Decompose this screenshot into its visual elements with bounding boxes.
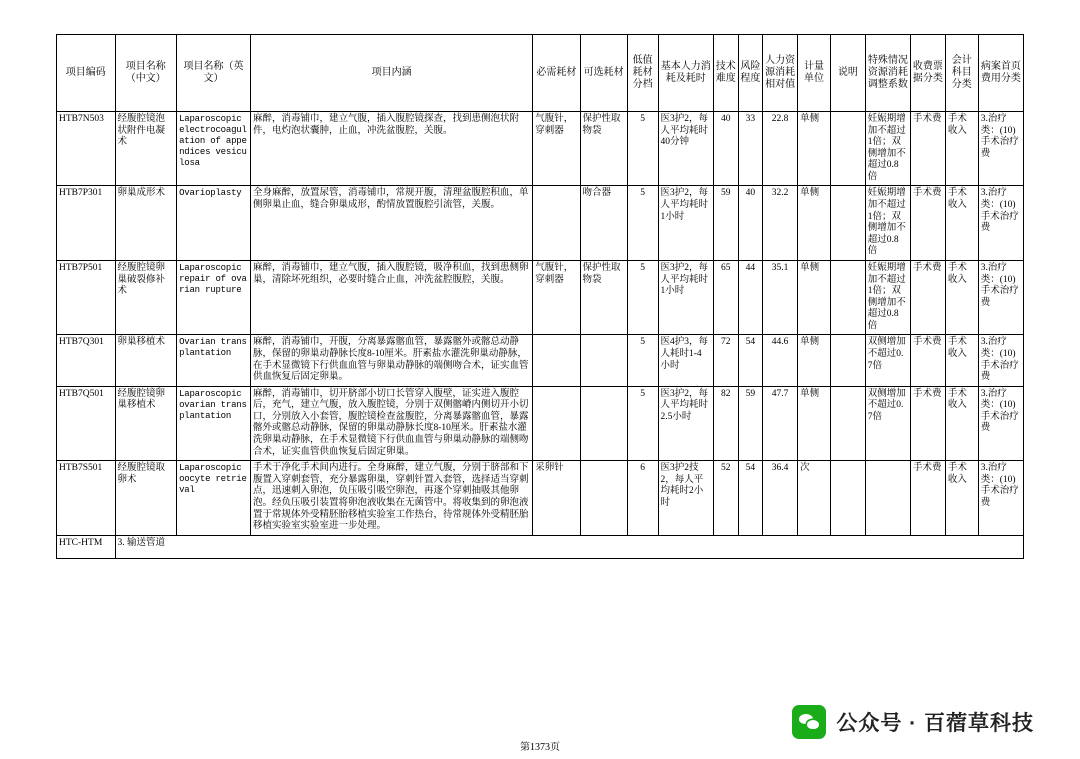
- cell-special-adjust: 双侧增加不超过0.7倍: [865, 386, 910, 460]
- header-case-page-type: 病案首页费用分类: [978, 35, 1023, 112]
- header-labor: 基本人力消耗及耗时: [658, 35, 713, 112]
- header-charge-type: 收费票据分类: [910, 35, 945, 112]
- cell-low-value-grade: 5: [627, 260, 658, 334]
- cell-optional-consumable: 保护性取物袋: [580, 260, 627, 334]
- cell-special-adjust: [865, 461, 910, 535]
- cell-difficulty: 82: [713, 386, 738, 460]
- header-account-type: 会计科目分类: [945, 35, 978, 112]
- cell-special-adjust: 妊娠期增加不超过1倍；双侧增加不超过0.8倍: [865, 260, 910, 334]
- header-memo: 说明: [830, 35, 865, 112]
- cell-content: 全身麻醉，放置尿管，消毒铺巾，常规开腹，清理盆腹腔积血，单侧卵巢止血，缝合卵巢成形，酌情放置腹腔引流管，关腹。: [250, 186, 532, 260]
- cell-labor: 医4护3，每人耗时1-4小时: [658, 335, 713, 386]
- cell-name-en: Ovarian transplantation: [177, 335, 251, 386]
- cell-name-en: Ovarioplasty: [177, 186, 251, 260]
- cell-charge-type: 手术费: [910, 335, 945, 386]
- cell-case-page-type: 3.治疗类：(10) 手术治疗费: [978, 461, 1023, 535]
- cell-content: 手术于净化手术间内进行。全身麻醉，建立气腹，分别于脐部和下腹置入穿刺套管，充分暴露卵巢，穿刺针置入套管，选择适当穿刺点，迅速刺入卵泡，负压吸引吸空卵泡，再逐个穿刺抽吸其他卵泡。经负压吸引装置将卵泡液收集在无菌管中。将收集到的卵泡液置于常规体外受精胚胎移植实验室工作热台，待常规体外受精胚胎移植实验室实验室进一步处理。: [250, 461, 532, 535]
- cell-special-adjust: 妊娠期增加不超过1倍；双侧增加不超过0.8倍: [865, 112, 910, 186]
- cell-unit: 单侧: [798, 335, 831, 386]
- cell-charge-type: 手术费: [910, 461, 945, 535]
- cell-low-value-grade: 6: [627, 461, 658, 535]
- cell-hr-value: 22.8: [763, 112, 798, 186]
- cell-name-cn: 经腹腔镜泡状附件电凝术: [115, 112, 177, 186]
- item-specification-table-wrap: [56, 34, 1024, 559]
- cell-labor: 医3护2，每人平均耗时40分钟: [658, 112, 713, 186]
- cell-unit: 单侧: [798, 260, 831, 334]
- table-row: [57, 112, 1024, 186]
- cell-memo: [830, 335, 865, 386]
- cell-hr-value: 44.6: [763, 335, 798, 386]
- header-special-adjust: 特殊情况资源消耗调整系数: [865, 35, 910, 112]
- cell-account-type: 手术收入: [945, 112, 978, 186]
- cell-memo: [830, 386, 865, 460]
- cell-content: 麻醉，消毒铺巾，开腹，分离暴露髂血管，暴露髂外或髂总动静脉，保留的卵巢动静脉长度8-10厘米。肝素盐水灌洗卵巢动静脉，在手术显微镜下行供血血管与卵巢动静脉的端侧吻合术，证实血管供血恢复后固定卵巢。: [250, 335, 532, 386]
- cell-name-cn: 经腹腔镜卵巢破裂修补术: [115, 260, 177, 334]
- cell-must-consumable: [533, 386, 580, 460]
- header-risk: 风险程度: [738, 35, 763, 112]
- cell-low-value-grade: 5: [627, 386, 658, 460]
- cell-must-consumable: 气腹针，穿刺器: [533, 260, 580, 334]
- cell-labor: 医3护2技2，每人平均耗时2小时: [658, 461, 713, 535]
- cell-labor: 医3护2，每人平均耗时1小时: [658, 260, 713, 334]
- header-unit: 计量单位: [798, 35, 831, 112]
- cell-charge-type: 手术费: [910, 112, 945, 186]
- table-body: [57, 112, 1024, 559]
- cell-name-cn: 经腹腔镜卵巢移植术: [115, 386, 177, 460]
- section-row: [57, 535, 1024, 558]
- cell-hr-value: 35.1: [763, 260, 798, 334]
- cell-optional-consumable: [580, 335, 627, 386]
- cell-account-type: 手术收入: [945, 386, 978, 460]
- cell-optional-consumable: 保护性取物袋: [580, 112, 627, 186]
- cell-name-cn: 卵巢成形术: [115, 186, 177, 260]
- cell-unit: 单侧: [798, 112, 831, 186]
- cell-memo: [830, 112, 865, 186]
- cell-code: HTB7S501: [57, 461, 116, 535]
- cell-memo: [830, 186, 865, 260]
- cell-must-consumable: 气腹针，穿刺器: [533, 112, 580, 186]
- header-name-en: 项目名称（英文）: [177, 35, 251, 112]
- cell-unit: 单侧: [798, 186, 831, 260]
- cell-hr-value: 47.7: [763, 386, 798, 460]
- cell-hr-value: 32.2: [763, 186, 798, 260]
- cell-charge-type: 手术费: [910, 386, 945, 460]
- header-must-consumable: 必需耗材: [533, 35, 580, 112]
- cell-content: 麻醉，消毒铺巾，建立气腹，插入腹腔镜，吸净积血，找到患侧卵巢，清除坏死组织，必要时缝合止血，冲洗盆腔腹腔，关腹。: [250, 260, 532, 334]
- table-row: [57, 186, 1024, 260]
- watermark-text: 公众号 · 百蓿草科技: [836, 712, 1034, 735]
- cell-case-page-type: 3.治疗类：(10) 手术治疗费: [978, 186, 1023, 260]
- cell-name-cn: 经腹腔镜取卵术: [115, 461, 177, 535]
- cell-name-cn: 卵巢移植术: [115, 335, 177, 386]
- cell-optional-consumable: 吻合器: [580, 186, 627, 260]
- cell-must-consumable: 采卵针: [533, 461, 580, 535]
- cell-labor: 医3护2，每人平均耗时2.5小时: [658, 386, 713, 460]
- cell-low-value-grade: 5: [627, 186, 658, 260]
- cell-difficulty: 72: [713, 335, 738, 386]
- cell-memo: [830, 260, 865, 334]
- cell-difficulty: 52: [713, 461, 738, 535]
- cell-account-type: 手术收入: [945, 186, 978, 260]
- cell-risk: 59: [738, 386, 763, 460]
- cell-code: HTB7P301: [57, 186, 116, 260]
- cell-code: HTB7Q301: [57, 335, 116, 386]
- cell-section-title: 3. 输送管道: [115, 535, 1024, 558]
- cell-case-page-type: 3.治疗类：(10) 手术治疗费: [978, 112, 1023, 186]
- cell-charge-type: 手术费: [910, 260, 945, 334]
- cell-section-code: HTC-HTM: [57, 535, 116, 558]
- cell-account-type: 手术收入: [945, 461, 978, 535]
- cell-must-consumable: [533, 335, 580, 386]
- cell-name-en: Laparoscopic ovarian transplantation: [177, 386, 251, 460]
- cell-name-en: Laparoscopic oocyte retrieval: [177, 461, 251, 535]
- cell-account-type: 手术收入: [945, 260, 978, 334]
- cell-risk: 54: [738, 335, 763, 386]
- cell-unit: 单侧: [798, 386, 831, 460]
- cell-memo: [830, 461, 865, 535]
- cell-risk: 54: [738, 461, 763, 535]
- cell-charge-type: 手术费: [910, 186, 945, 260]
- cell-hr-value: 36.4: [763, 461, 798, 535]
- header-hr-value: 人力资源消耗相对值: [763, 35, 798, 112]
- cell-case-page-type: 3.治疗类：(10) 手术治疗费: [978, 260, 1023, 334]
- cell-low-value-grade: 5: [627, 335, 658, 386]
- table-header-row: [57, 35, 1024, 112]
- table-row: [57, 260, 1024, 334]
- page-number: 第1373页: [520, 742, 560, 753]
- cell-special-adjust: 妊娠期增加不超过1倍；双侧增加不超过0.8倍: [865, 186, 910, 260]
- cell-risk: 40: [738, 186, 763, 260]
- cell-name-en: Laparoscopic electrocoagulation of appendices vesiculosa: [177, 112, 251, 186]
- header-content: 项目内涵: [250, 35, 532, 112]
- cell-content: 麻醉，消毒铺巾，切开脐部小切口长管穿入腹壁，证实进入腹腔后，充气，建立气腹，放入腹腔镜，分别于双侧髂嵴内侧切开小切口，分别放入小套管，腹腔镜检查盆腹腔，分离暴露髂血管，暴露髂外或髂总动静脉，保留的卵巢动静脉长度8-10厘米。肝素盐水灌洗卵巢动静脉，在手术显微镜下行供血血管与卵巢动静脉的端侧吻合术，证实血管供血恢复后固定卵巢。: [250, 386, 532, 460]
- cell-difficulty: 59: [713, 186, 738, 260]
- table-row: [57, 386, 1024, 460]
- header-name-cn: 项目名称（中文）: [115, 35, 177, 112]
- cell-optional-consumable: [580, 461, 627, 535]
- cell-code: HTB7Q501: [57, 386, 116, 460]
- cell-code: HTB7P501: [57, 260, 116, 334]
- cell-content: 麻醉，消毒铺巾，建立气腹，插入腹腔镜探查，找到患侧泡状附件，电灼泡状囊肿，止血，冲洗盆腹腔，关腹。: [250, 112, 532, 186]
- item-specification-table: [56, 34, 1024, 559]
- header-difficulty: 技术难度: [713, 35, 738, 112]
- cell-difficulty: 65: [713, 260, 738, 334]
- cell-labor: 医3护2，每人平均耗时1小时: [658, 186, 713, 260]
- cell-low-value-grade: 5: [627, 112, 658, 186]
- header-optional-consumable: 可选耗材: [580, 35, 627, 112]
- cell-optional-consumable: [580, 386, 627, 460]
- wechat-logo-icon: [792, 705, 826, 739]
- cell-risk: 44: [738, 260, 763, 334]
- cell-difficulty: 40: [713, 112, 738, 186]
- cell-code: HTB7N503: [57, 112, 116, 186]
- cell-name-en: Laparoscopic repair of ovarian rupture: [177, 260, 251, 334]
- cell-account-type: 手术收入: [945, 335, 978, 386]
- cell-special-adjust: 双侧增加不超过0.7倍: [865, 335, 910, 386]
- cell-case-page-type: 3.治疗类：(10) 手术治疗费: [978, 335, 1023, 386]
- watermark: [792, 705, 1034, 739]
- cell-risk: 33: [738, 112, 763, 186]
- table-row: [57, 335, 1024, 386]
- cell-case-page-type: 3.治疗类：(10) 手术治疗费: [978, 386, 1023, 460]
- header-code: 项目编码: [57, 35, 116, 112]
- table-row: [57, 461, 1024, 535]
- header-low-value-grade: 低值耗材分档: [627, 35, 658, 112]
- cell-unit: 次: [798, 461, 831, 535]
- cell-must-consumable: [533, 186, 580, 260]
